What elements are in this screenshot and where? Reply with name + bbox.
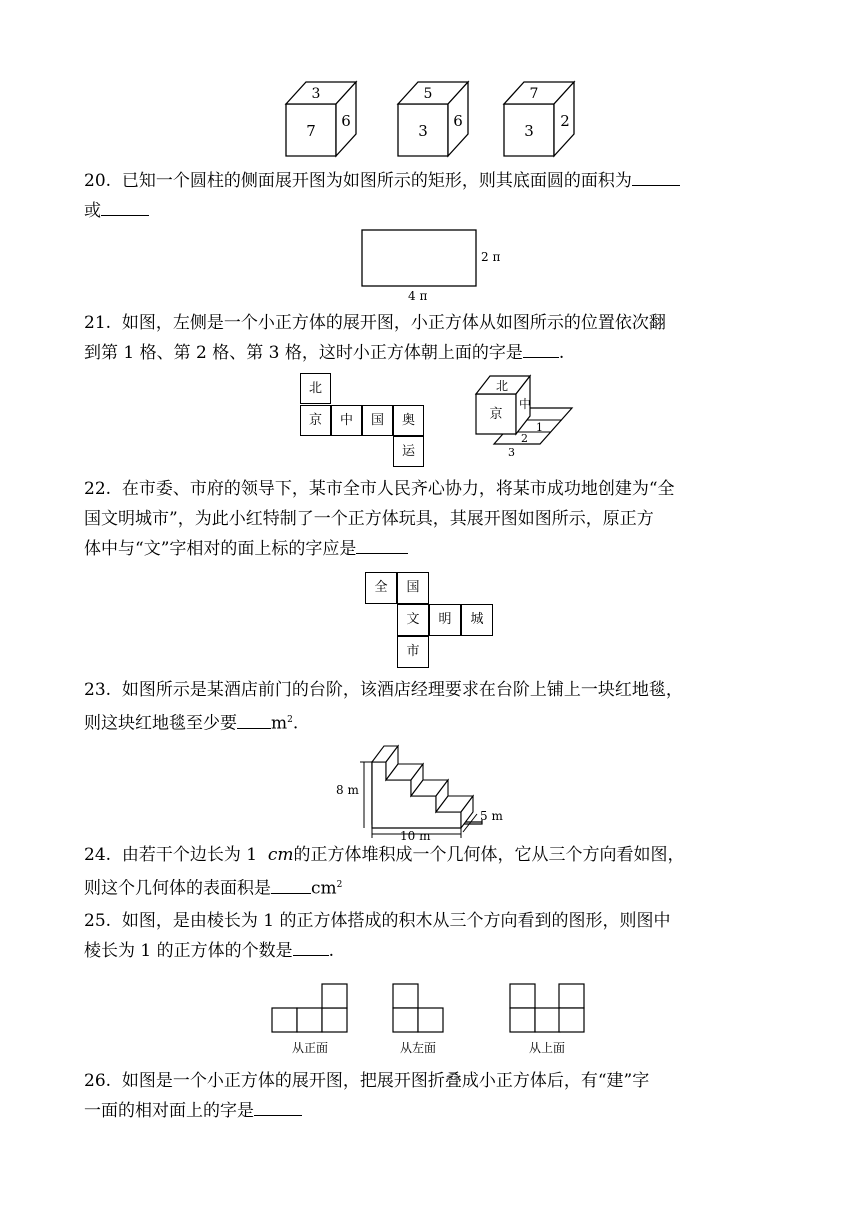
q24-line-1a: 由若干个边长为 1 — [121, 845, 263, 865]
die-3 — [504, 82, 574, 156]
q22-line-1: 在市委、市府的领导下，某市全市人民齐心协力，将某市成功地创建为“全 — [121, 479, 675, 499]
q25-line-2: 棱长为 1 的正方体的个数是 — [84, 941, 293, 961]
net-cell: 北 — [300, 373, 331, 404]
q24-blank — [271, 877, 311, 894]
q24-unit: cm — [311, 878, 337, 899]
top-view-label: 从上面 — [528, 1041, 566, 1055]
q25-line-1: 如图，是由棱长为 1 的正方体搭成的积木从三个方向看到的图形，则图中 — [121, 911, 671, 931]
stairs-width-label: 5 m — [480, 809, 503, 823]
rect-height-label: 2 π — [481, 250, 501, 264]
q24-number: 24. — [84, 845, 112, 865]
q24-line-1b: 的正方体堆积成一个几何体，它从三个方向看如图， — [293, 845, 685, 865]
q20-or: 或 — [84, 201, 101, 221]
die-3-top: 7 — [529, 86, 539, 102]
net-cell: 文 — [397, 604, 429, 636]
q21-line-1: 如图，左侧是一个小正方体的展开图，小正方体从如图所示的位置依次翻 — [121, 313, 666, 333]
net-cell: 中 — [331, 405, 362, 436]
q20-blank-1 — [632, 169, 680, 186]
q22-line-2: 国文明城市”，为此小红特制了一个正方体玩具，其展开图如图所示，原正方 — [84, 509, 654, 529]
q25-blank — [293, 939, 329, 956]
die-1 — [286, 82, 356, 156]
q26-blank — [254, 1099, 302, 1116]
q24-line-2: 则这个几何体的表面积是 — [84, 878, 271, 899]
question-20 — [84, 166, 784, 226]
front-view-label: 从正面 — [291, 1041, 329, 1055]
q22-net — [365, 572, 495, 672]
q26-number: 26. — [84, 1071, 112, 1091]
stairs-figure — [334, 742, 534, 843]
net-cell: 城 — [461, 604, 493, 636]
die-3-front: 3 — [524, 122, 534, 140]
q21-blank — [523, 341, 559, 358]
q22-blank — [356, 537, 408, 554]
cell-2: 2 — [521, 432, 528, 445]
question-26 — [84, 1066, 784, 1126]
net-cell: 奥 — [393, 405, 424, 436]
dice-figure — [280, 78, 590, 160]
net-cell: 国 — [397, 572, 429, 604]
rectangle-figure — [360, 228, 510, 304]
stairs-height-label: 8 m — [336, 783, 359, 797]
q23-unit: m — [271, 713, 288, 734]
q20-text: 已知一个圆柱的侧面展开图为如图所示的矩形，则其底面圆的面积为 — [121, 171, 632, 191]
q21-number: 21. — [84, 313, 112, 333]
question-21: 21. 如图，左侧是一个小正方体的展开图，小正方体从如图所示的位置依次翻 到第 1 格、第 2 格、第 3 格，这时小正方体朝上面的字是 . — [84, 313, 666, 363]
q21-net — [300, 373, 430, 469]
die-1-top: 3 — [311, 86, 321, 102]
q20-blank-2 — [101, 199, 149, 216]
q23-blank — [237, 712, 271, 729]
top-view — [510, 984, 584, 1032]
stairs-length-label: 10 m — [400, 829, 431, 843]
q21-line-2: 到第 1 格、第 2 格、第 3 格，这时小正方体朝上面的字是 — [84, 343, 523, 363]
q21-rolling-cube — [474, 370, 574, 462]
cube-side: 中 — [518, 397, 532, 411]
left-view-label: 从左面 — [399, 1041, 437, 1055]
question-25: 25. 如图，是由棱长为 1 的正方体搭成的积木从三个方向看到的图形，则图中 棱长为 1 的正方体的个数是 . — [84, 911, 671, 961]
cell-1: 1 — [536, 421, 543, 434]
q23-line-1: 如图所示是某酒店前门的台阶，该酒店经理要求在台阶上铺上一块红地毯， — [121, 680, 683, 700]
question-22 — [84, 474, 784, 564]
q26-line-1: 如图是一个小正方体的展开图，把展开图折叠成小正方体后，有“建”字 — [121, 1071, 650, 1091]
die-2 — [398, 82, 468, 156]
question-24: 24. 由若干个边长为 1 cm的正方体堆积成一个几何体，它从三个方向看如图， 则这个几何体的表面积是 $cm^2$ — [84, 845, 685, 899]
die-2-top: 5 — [423, 86, 433, 102]
q23-number: 23. — [84, 680, 112, 700]
net-cell: 明 — [429, 604, 461, 636]
rect-width-label: 4 π — [408, 289, 428, 303]
net-cell: 运 — [393, 436, 424, 467]
q20-number: 20. — [84, 171, 112, 191]
net-cell: 市 — [397, 636, 429, 668]
q23-line-2: 则这块红地毯至少要 — [84, 713, 237, 734]
cell-3: 3 — [508, 446, 515, 459]
q22-line-3: 体中与“文”字相对的面上标的字应是 — [84, 539, 357, 559]
die-2-side: 6 — [453, 112, 463, 130]
q22-number: 22. — [84, 479, 112, 499]
question-23: 23. 如图所示是某酒店前门的台阶，该酒店经理要求在台阶上铺上一块红地毯， 则这块红地毯至少要 $m^2$. — [84, 680, 683, 734]
three-views-figure — [270, 982, 600, 1058]
die-1-front: 7 — [306, 122, 316, 140]
die-1-side: 6 — [341, 112, 351, 130]
left-view — [393, 984, 443, 1032]
q25-number: 25. — [84, 911, 112, 931]
q26-line-2: 一面的相对面上的字是 — [84, 1101, 254, 1121]
front-view — [272, 984, 347, 1032]
q24-cm: cm — [267, 845, 294, 865]
net-cell: 全 — [365, 572, 397, 604]
cube-front: 京 — [489, 407, 503, 422]
die-2-front: 3 — [418, 122, 428, 140]
cube-top: 北 — [495, 379, 509, 393]
net-cell: 国 — [362, 405, 393, 436]
net-cell: 京 — [300, 405, 331, 436]
die-3-side: 2 — [560, 112, 570, 130]
